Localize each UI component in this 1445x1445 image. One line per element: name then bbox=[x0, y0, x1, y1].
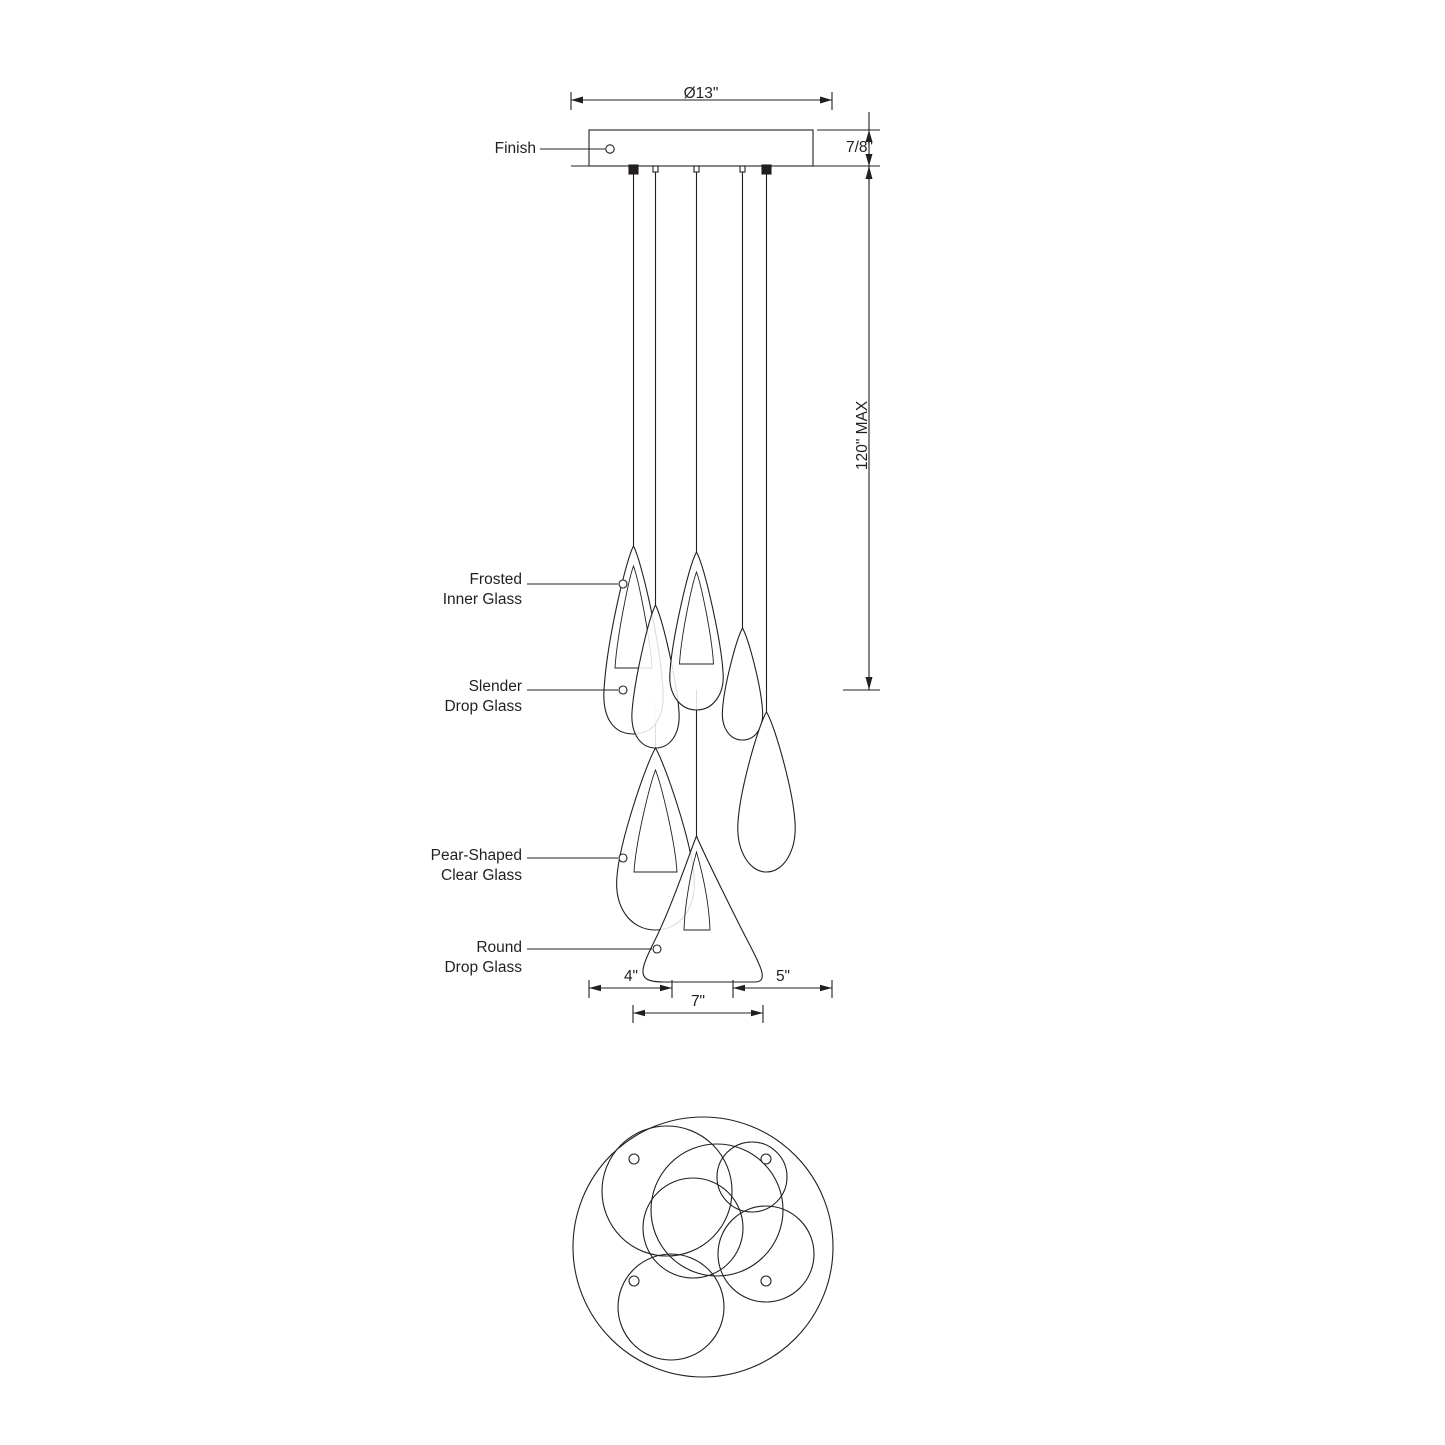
callout-pear-shaped-clear-glass-line2: Clear Glass bbox=[441, 867, 522, 884]
dimension-label-canopy-height: 7/8" bbox=[846, 139, 874, 156]
callout-round-drop-glass-line2: Drop Glass bbox=[444, 959, 522, 976]
callout-slender-drop-glass-line2: Drop Glass bbox=[444, 698, 522, 715]
dimension-label-max-drop: 120" MAX bbox=[854, 400, 871, 470]
leader-frosted-inner-glass bbox=[527, 580, 627, 588]
pendant-right-small-drop-glass bbox=[722, 628, 762, 740]
dimension-label-canopy-diameter: Ø13" bbox=[683, 85, 719, 102]
dimension-label-width-7in: 7" bbox=[690, 993, 706, 1010]
callout-pear-shaped-clear-glass-line1: Pear-Shaped bbox=[430, 847, 522, 864]
plan-view bbox=[573, 1117, 833, 1377]
callout-slender-drop-glass-line1: Slender bbox=[468, 678, 522, 695]
leader-pear-shaped-clear-glass bbox=[527, 854, 627, 862]
leader-round-drop-glass bbox=[527, 945, 661, 953]
dimension-label-width-5in: 5" bbox=[775, 968, 791, 985]
dimension-label-width-4in: 4" bbox=[623, 968, 639, 985]
pendant-center-tall-glass bbox=[670, 552, 723, 710]
callout-frosted-inner-glass-line2: Inner Glass bbox=[442, 591, 522, 608]
callout-finish-label: Finish bbox=[494, 140, 536, 157]
callout-round-drop-glass-line1: Round bbox=[476, 939, 522, 956]
callout-frosted-inner-glass-line1: Frosted bbox=[469, 571, 522, 588]
